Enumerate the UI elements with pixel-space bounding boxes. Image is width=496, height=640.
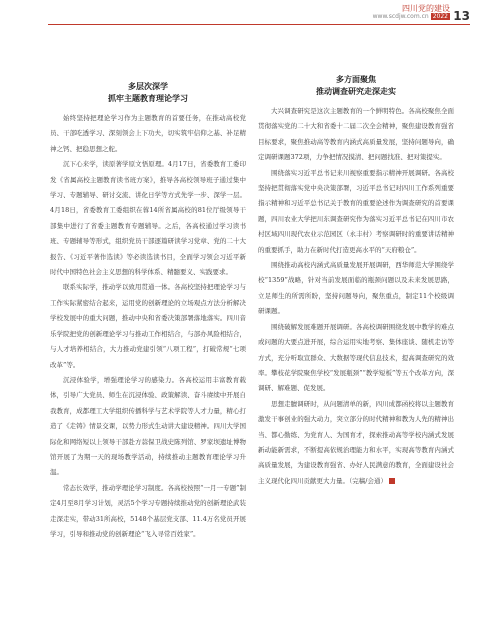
- paragraph: 始终坚持把理论学习作为主题教育的首要任务，在推动高校党员、干部吃透学习、深刻领会上下功夫，切实筑牢信仰之基、补足精神之钙、把稳思想之舵。: [50, 114, 246, 153]
- paragraph-text: 思想走膻调研时，从问题清单的新，四川成都函校将以主题教育激发干事创业的强大动力，突立部分的时代精神和教为人先的精神出当、都心勤练、为党育人、为国育才，探索推动高等学校内涵式发展新动能新需求，不断提高依规治理能力和水平，实现高等教育内涵式高质量发展，为建设教育强省、办好人民满意的教育，全面建设社会主义现代化四川贡献更大力量。（完稿/会通）: [258, 399, 454, 485]
- paragraph: [258, 397, 454, 489]
- page-number: 13: [453, 9, 470, 23]
- magazine-title: 四川党的建设: [402, 4, 450, 13]
- page-header: [0, 0, 496, 30]
- right-column: [258, 36, 454, 489]
- heading-line-2: 抓牢主题教育理论学习: [108, 94, 188, 103]
- heading-line-1: 多层次深学: [128, 82, 168, 91]
- paragraph: 围绕落实习近平总书记来川视察重要指示精神开展调研。各高校坚持把贯彻落实党中央决策部署，习近平总书记对四川工作系列重要指示精神和习近平总书记关于教育的重要论述作为调查研究的首要课题，四川农业大学把川东调查研究作为落实习近平总书记在四川市农村区域四川现代农业示范园区（永丰村）考察调研时的重要讲话精神的重要抓手，助力在新时代打造更高水平的“天府粮仓”。: [258, 168, 454, 254]
- paragraph: 沉浸体验学，增强理论学习的感染力。各高校运用丰富教育载体，引导广大党员、师生在沉浸体验、政策解读、奋斗赓续中开展自我教育，成都理工大学组织传播科学与艺术学院等人才力量，精心打造了《走铸》情景交课，以势力形式生动讲大建设精神。四川大学国际化和网络短以上领导干部赴方蒜保卫战史陈列馆、罗家坝遗址博物馆开展了为期一天的现场教学活动，持续推动主题教育理论学习升温。: [50, 375, 246, 477]
- heading-line-2: 推动调查研究走深走实: [316, 87, 396, 96]
- issue-year: 2022: [432, 13, 448, 20]
- website-url: [373, 13, 450, 20]
- section-heading-deep-study: [50, 81, 246, 105]
- section-heading-research: [258, 74, 454, 98]
- paragraph: 大兴调查研究是这次主题教育的一个鲜明特色。各高校聚焦全面贯彻落实党的二十大和省委十二届二次全会精神，聚焦建设教育强省目标要求，聚焦推动高等教育内涵式高质量发展，坚持问题导向，确定调研课题372项，力争把情况摸清、把问题找准、把对策提实。: [258, 107, 454, 162]
- paragraph: 常态长效学，推动学理论学习制度。各高校按照“一月一专题”制定4月至8月学习计划，灵活5个学习专题持续推动党的创新理论武装走深走实，带动31所高校，5148个基层党支部、11.4万名党员开展学习，引导和推动党的创新理论“飞入寻常百姓家”。: [50, 483, 246, 538]
- paragraph: 围绕破解发展难题开展调研。各高校调研围绕发展中教学的难点或问题的大要点进开展，综合运用实地考察、集体座谈、随机走访等方式，充分听取宣群众、大数据等现代信息技术，提高调查研究的效率。攀枝花学院聚焦学校“发展瓶颈”“教学短板”等五个改革方向，深调研、解难题、促发展。: [258, 322, 454, 393]
- paragraph: 联系实际学，推动学以致用贯通一体。各高校坚持把理论学习与工作实际紧密结合起来，运用党的创新理论的立场观点方法分析解决学校发展中的重大问题，推动中央和省委决策部署落地落实。四川音乐学院把党的创新理论学习与推动工作相结合，与部办风险相结合，与人才培养相结合，大力推动党建引领“八项工程”，打破常规“七项改革”等。: [50, 283, 246, 369]
- website-url-text: www.scdjw.com.cn: [372, 13, 429, 20]
- end-mark-icon: [389, 478, 395, 484]
- paragraph: 沉下心来学，读原著学原文悟原理。4月17日，省委教育工委印发《省属高校主题教育读书班方案》，推导各高校领导班子通过集中学习、专题辅导、研讨交流、讲化日学等方式先学一步、深学一层。4月18日，省委教育工委组织在蓉14所省属高校的81位厅级领导干部集中进行了省委主题教育专题辅导。之后，各高校通过学习读书班、专题辅导等形式，组织党员干部逐篇研读学习党章、党的二十大报告、《习近平著作选读》等必读选读书目，全面学习领会习近平新时代中国特色社会主义思想的科学体系、精髓要义、实践要求。: [50, 160, 246, 277]
- left-column: [50, 36, 246, 542]
- paragraph: 围绕推动高校内涵式高质量发展开展调研，西华师范大学围绕学校“1359”战略，针对当前发展面临的瓶颈问题以及未来发展思路，立足师生的所需所盼，坚持问题导向，聚焦重点，制定11个校级调研课题。: [258, 261, 454, 316]
- heading-line-1: 多方面聚焦: [336, 75, 376, 84]
- header-rule: [48, 24, 470, 25]
